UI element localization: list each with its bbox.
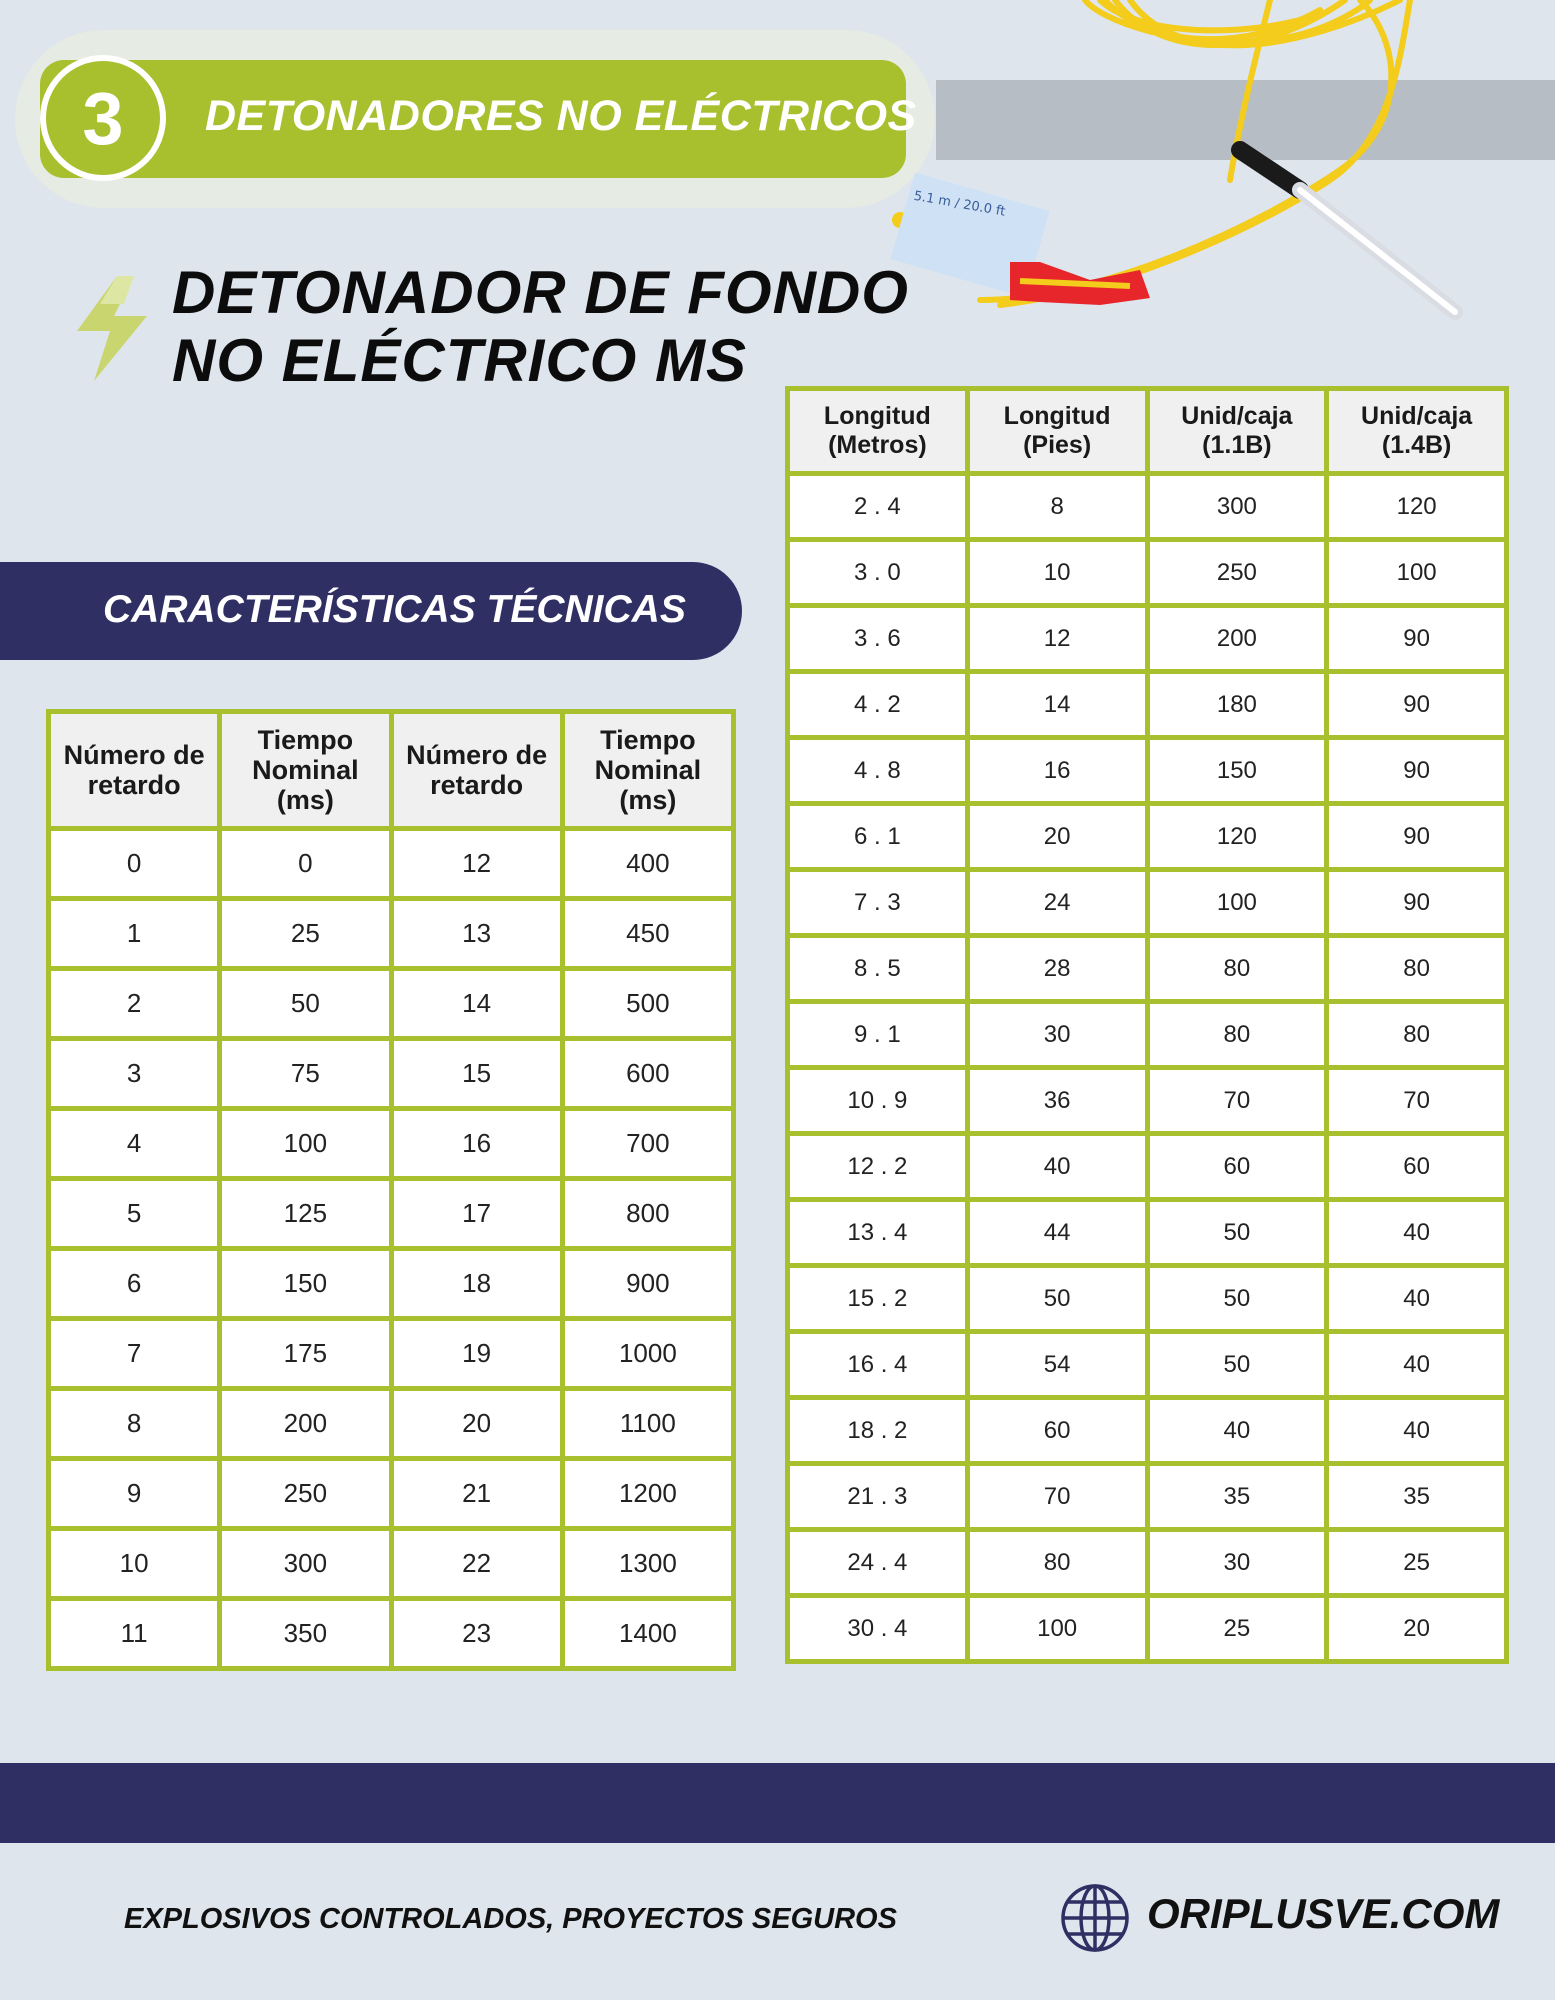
length-table-header-row (788, 389, 1507, 474)
table-cell: 2 . 4 (788, 474, 968, 540)
table-cell: 7 (49, 1319, 220, 1389)
table-cell: 80 (1327, 936, 1507, 1002)
detonator-tag-text: 5.1 m / 20.0 ft (912, 188, 1007, 220)
delay-table-header-row (49, 712, 734, 829)
footer-website-link[interactable]: ORIPLUSVE.COM (1147, 1890, 1500, 1937)
table-cell: 1200 (562, 1459, 733, 1529)
table-cell: 250 (1147, 540, 1327, 606)
table-cell: 100 (1147, 870, 1327, 936)
table-cell: 11 (49, 1599, 220, 1669)
table-cell: 10 (967, 540, 1147, 606)
table-cell: 50 (1147, 1200, 1327, 1266)
length-table-row (788, 474, 1507, 540)
table-cell: 10 . 9 (788, 1068, 968, 1134)
length-table-body (788, 474, 1507, 1662)
table-cell: 0 (220, 829, 391, 899)
table-cell: 25 (220, 899, 391, 969)
table-cell: 24 (967, 870, 1147, 936)
table-cell: 80 (1327, 1002, 1507, 1068)
table-cell: 30 (1147, 1530, 1327, 1596)
table-cell: 70 (1327, 1068, 1507, 1134)
table-cell: 5 (49, 1179, 220, 1249)
table-cell: 21 (391, 1459, 562, 1529)
length-table-row (788, 804, 1507, 870)
length-table-row (788, 672, 1507, 738)
delay-col-header: Tiempo Nominal (ms) (220, 712, 391, 829)
table-cell: 70 (1147, 1068, 1327, 1134)
table-cell: 9 (49, 1459, 220, 1529)
table-cell: 70 (967, 1464, 1147, 1530)
table-cell: 500 (562, 969, 733, 1039)
table-cell: 800 (562, 1179, 733, 1249)
table-cell: 100 (967, 1596, 1147, 1662)
length-table (785, 386, 1509, 1664)
table-cell: 250 (220, 1459, 391, 1529)
table-cell: 350 (220, 1599, 391, 1669)
table-cell: 90 (1327, 804, 1507, 870)
length-table-row (788, 1332, 1507, 1398)
table-cell: 30 (967, 1002, 1147, 1068)
table-cell: 50 (1147, 1266, 1327, 1332)
table-cell: 16 . 4 (788, 1332, 968, 1398)
length-table-row (788, 936, 1507, 1002)
length-table-row (788, 1596, 1507, 1662)
table-cell: 180 (1147, 672, 1327, 738)
length-table-row (788, 606, 1507, 672)
table-cell: 150 (1147, 738, 1327, 804)
delay-table-row (49, 1319, 734, 1389)
footer-slogan: EXPLOSIVOS CONTROLADOS, PROYECTOS SEGUROS (124, 1903, 897, 1935)
table-cell: 80 (1147, 1002, 1327, 1068)
table-cell: 600 (562, 1039, 733, 1109)
section-title: CARACTERÍSTICAS TÉCNICAS (103, 588, 686, 631)
table-cell: 16 (967, 738, 1147, 804)
table-cell: 20 (967, 804, 1147, 870)
delay-table-row (49, 1599, 734, 1669)
table-cell: 17 (391, 1179, 562, 1249)
table-cell: 900 (562, 1249, 733, 1319)
table-cell: 90 (1327, 606, 1507, 672)
table-cell: 200 (1147, 606, 1327, 672)
table-cell: 60 (1147, 1134, 1327, 1200)
table-cell: 1300 (562, 1529, 733, 1599)
length-col-header: Unid/caja (1.4B) (1327, 389, 1507, 474)
table-cell: 40 (1327, 1332, 1507, 1398)
table-cell: 40 (967, 1134, 1147, 1200)
table-cell: 4 . 8 (788, 738, 968, 804)
table-cell: 8 . 5 (788, 936, 968, 1002)
table-cell: 6 . 1 (788, 804, 968, 870)
detonator-shell (1240, 150, 1455, 312)
table-cell: 10 (49, 1529, 220, 1599)
delay-table-row (49, 1039, 734, 1109)
delay-col-header: Número de retardo (391, 712, 562, 829)
table-cell: 23 (391, 1599, 562, 1669)
length-table-row (788, 1464, 1507, 1530)
table-cell: 8 (49, 1389, 220, 1459)
delay-table-row (49, 1249, 734, 1319)
table-cell: 21 . 3 (788, 1464, 968, 1530)
table-cell: 200 (220, 1389, 391, 1459)
length-table-row (788, 738, 1507, 804)
delay-table-body (49, 829, 734, 1669)
table-cell: 13 . 4 (788, 1200, 968, 1266)
table-cell: 1000 (562, 1319, 733, 1389)
length-table-row (788, 1530, 1507, 1596)
table-cell: 100 (1327, 540, 1507, 606)
delay-table (46, 709, 736, 1671)
delay-table-row (49, 1389, 734, 1459)
footer-band (0, 1763, 1555, 1843)
detonator-connector (1010, 262, 1150, 305)
detonator-illustration (800, 0, 1555, 330)
table-cell: 14 (391, 969, 562, 1039)
table-cell: 44 (967, 1200, 1147, 1266)
table-cell: 8 (967, 474, 1147, 540)
page-title-line-2: NO ELÉCTRICO MS (172, 327, 748, 394)
table-cell: 54 (967, 1332, 1147, 1398)
table-cell: 40 (1147, 1398, 1327, 1464)
length-table-row (788, 1200, 1507, 1266)
delay-table-row (49, 1109, 734, 1179)
table-cell: 15 . 2 (788, 1266, 968, 1332)
table-cell: 18 (391, 1249, 562, 1319)
table-cell: 50 (220, 969, 391, 1039)
table-cell: 80 (1147, 936, 1327, 1002)
table-cell: 4 . 2 (788, 672, 968, 738)
table-cell: 1100 (562, 1389, 733, 1459)
table-cell: 35 (1147, 1464, 1327, 1530)
table-cell: 35 (1327, 1464, 1507, 1530)
table-cell: 60 (967, 1398, 1147, 1464)
table-cell: 50 (967, 1266, 1147, 1332)
table-cell: 125 (220, 1179, 391, 1249)
table-cell: 18 . 2 (788, 1398, 968, 1464)
delay-table-row (49, 899, 734, 969)
globe-icon (1060, 1883, 1130, 1953)
table-cell: 75 (220, 1039, 391, 1109)
table-cell: 700 (562, 1109, 733, 1179)
table-cell: 13 (391, 899, 562, 969)
table-cell: 2 (49, 969, 220, 1039)
length-table-row (788, 1266, 1507, 1332)
table-cell: 150 (220, 1249, 391, 1319)
table-cell: 120 (1147, 804, 1327, 870)
table-cell: 14 (967, 672, 1147, 738)
table-cell: 12 . 2 (788, 1134, 968, 1200)
length-table-row (788, 1068, 1507, 1134)
table-cell: 0 (49, 829, 220, 899)
length-col-header: Longitud (Metros) (788, 389, 968, 474)
length-col-header: Unid/caja (1.1B) (1147, 389, 1327, 474)
table-cell: 25 (1147, 1596, 1327, 1662)
table-cell: 16 (391, 1109, 562, 1179)
delay-table-row (49, 1179, 734, 1249)
length-table-row (788, 1002, 1507, 1068)
table-cell: 36 (967, 1068, 1147, 1134)
table-cell: 300 (220, 1529, 391, 1599)
table-cell: 60 (1327, 1134, 1507, 1200)
length-table-row (788, 1134, 1507, 1200)
section-number-badge: 3 (40, 55, 166, 181)
delay-table-row (49, 969, 734, 1039)
table-cell: 24 . 4 (788, 1530, 968, 1596)
delay-table-row (49, 1459, 734, 1529)
delay-table-row (49, 1529, 734, 1599)
table-cell: 1 (49, 899, 220, 969)
table-cell: 20 (1327, 1596, 1507, 1662)
table-cell: 40 (1327, 1200, 1507, 1266)
page-title-line-1: DETONADOR DE FONDO (172, 259, 909, 326)
delay-col-header: Número de retardo (49, 712, 220, 829)
table-cell: 175 (220, 1319, 391, 1389)
table-cell: 6 (49, 1249, 220, 1319)
table-cell: 15 (391, 1039, 562, 1109)
table-cell: 90 (1327, 870, 1507, 936)
table-cell: 90 (1327, 672, 1507, 738)
table-cell: 3 . 0 (788, 540, 968, 606)
table-cell: 400 (562, 829, 733, 899)
table-cell: 22 (391, 1529, 562, 1599)
table-cell: 50 (1147, 1332, 1327, 1398)
lightning-bolt-icon (72, 276, 152, 381)
table-cell: 20 (391, 1389, 562, 1459)
table-cell: 90 (1327, 738, 1507, 804)
table-cell: 40 (1327, 1266, 1507, 1332)
table-cell: 40 (1327, 1398, 1507, 1464)
table-cell: 80 (967, 1530, 1147, 1596)
length-table-row (788, 870, 1507, 936)
length-col-header: Longitud (Pies) (967, 389, 1147, 474)
table-cell: 4 (49, 1109, 220, 1179)
table-cell: 7 . 3 (788, 870, 968, 936)
table-cell: 300 (1147, 474, 1327, 540)
table-cell: 1400 (562, 1599, 733, 1669)
table-cell: 19 (391, 1319, 562, 1389)
length-table-row (788, 540, 1507, 606)
delay-table-row (49, 829, 734, 899)
table-cell: 30 . 4 (788, 1596, 968, 1662)
table-cell: 120 (1327, 474, 1507, 540)
header-title: DETONADORES NO ELÉCTRICOS (205, 92, 917, 140)
table-cell: 28 (967, 936, 1147, 1002)
table-cell: 25 (1327, 1530, 1507, 1596)
table-cell: 12 (967, 606, 1147, 672)
table-cell: 100 (220, 1109, 391, 1179)
table-cell: 3 . 6 (788, 606, 968, 672)
table-cell: 3 (49, 1039, 220, 1109)
table-cell: 9 . 1 (788, 1002, 968, 1068)
delay-col-header: Tiempo Nominal (ms) (562, 712, 733, 829)
table-cell: 450 (562, 899, 733, 969)
table-cell: 12 (391, 829, 562, 899)
length-table-row (788, 1398, 1507, 1464)
